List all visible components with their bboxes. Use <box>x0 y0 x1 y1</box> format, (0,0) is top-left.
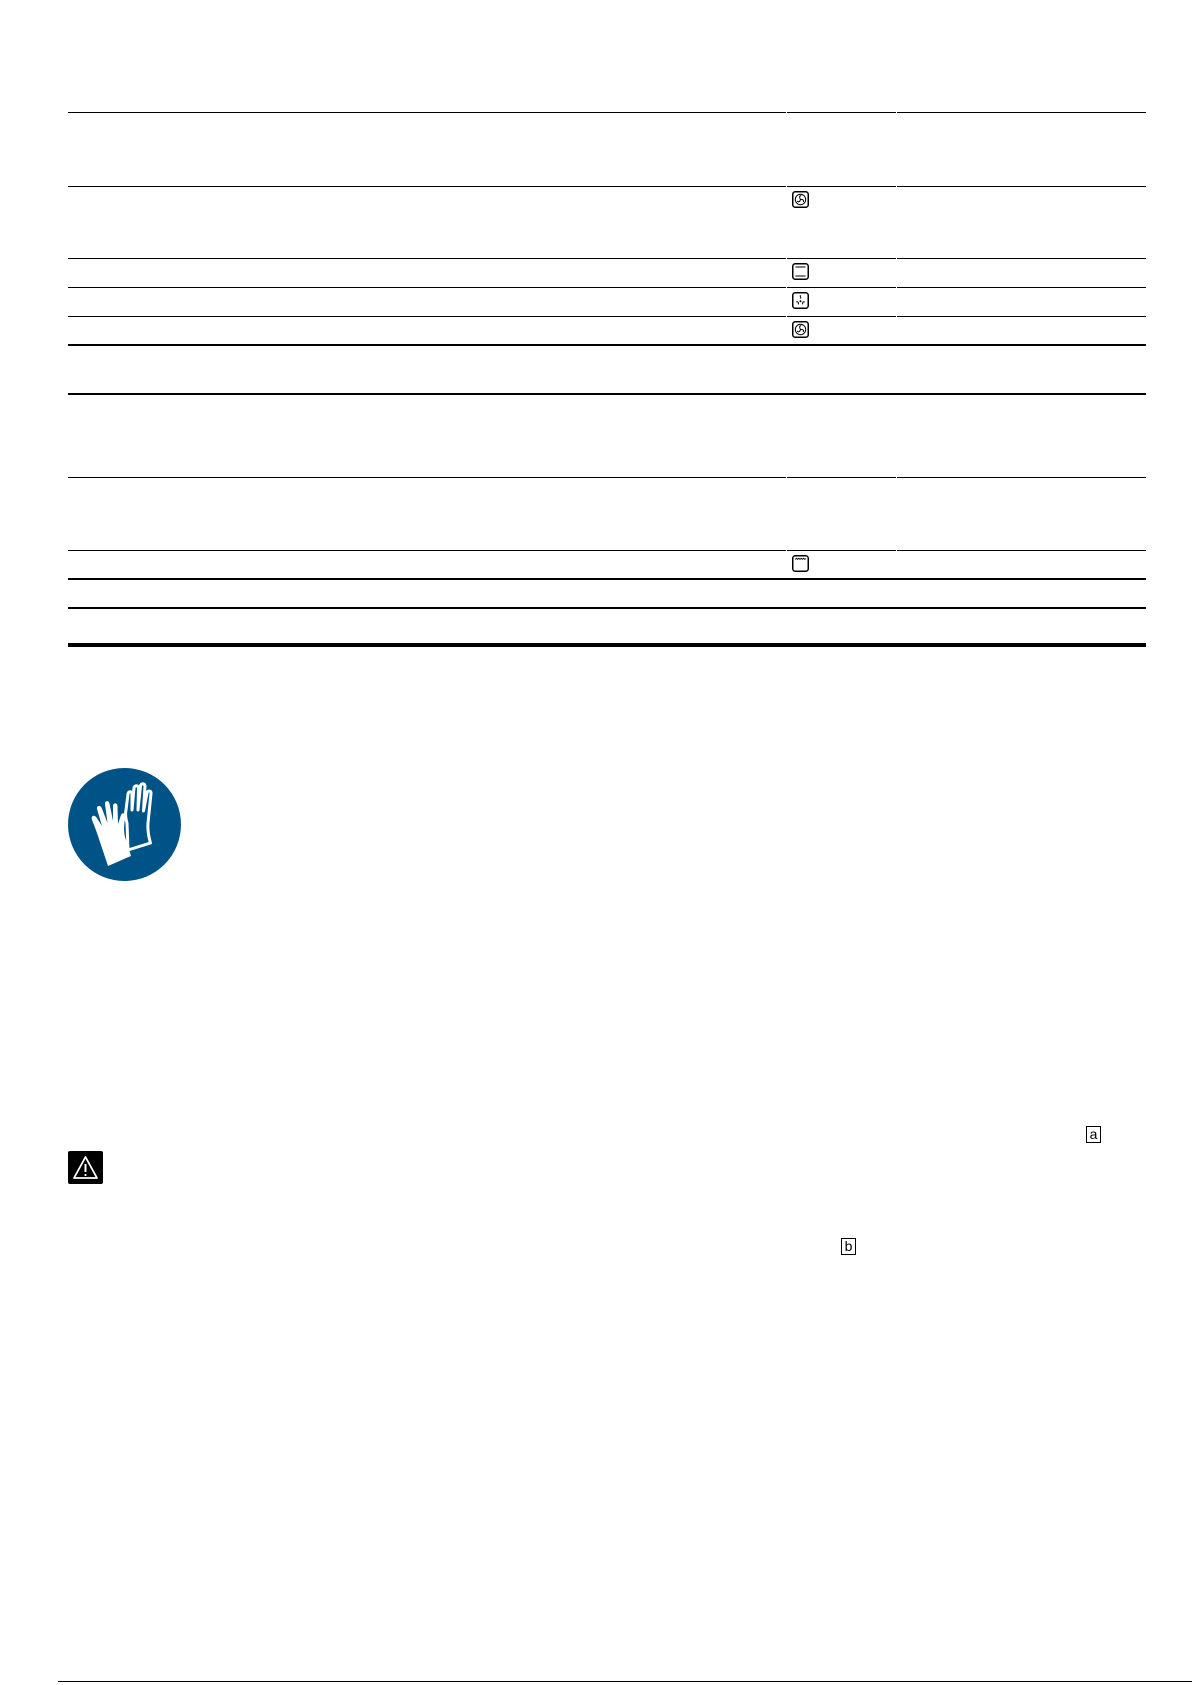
marker-a: a <box>1086 1126 1101 1143</box>
marker-b: b <box>841 1238 856 1255</box>
hot-air-icon <box>792 191 809 208</box>
table-rule <box>68 112 1146 113</box>
hot-air-icon <box>792 321 809 338</box>
table-rule <box>68 258 1146 259</box>
table-rule <box>68 344 1146 346</box>
footer-rule <box>58 1681 1192 1682</box>
table-rule <box>68 578 1146 580</box>
table-rule <box>68 186 1146 187</box>
table-rule <box>68 477 1146 478</box>
table-rule <box>68 287 1146 288</box>
table-bottom-rule <box>68 643 1146 647</box>
table-rule <box>68 607 1146 609</box>
warning-triangle-icon <box>68 1151 103 1184</box>
hot-air-gentle-icon <box>792 292 809 309</box>
table-rule <box>68 550 1146 551</box>
top-bottom-heat-icon <box>792 263 809 280</box>
grill-icon <box>792 555 809 572</box>
protective-gloves-icon <box>68 768 181 881</box>
table-rule <box>68 393 1146 395</box>
table-rule <box>68 316 1146 317</box>
